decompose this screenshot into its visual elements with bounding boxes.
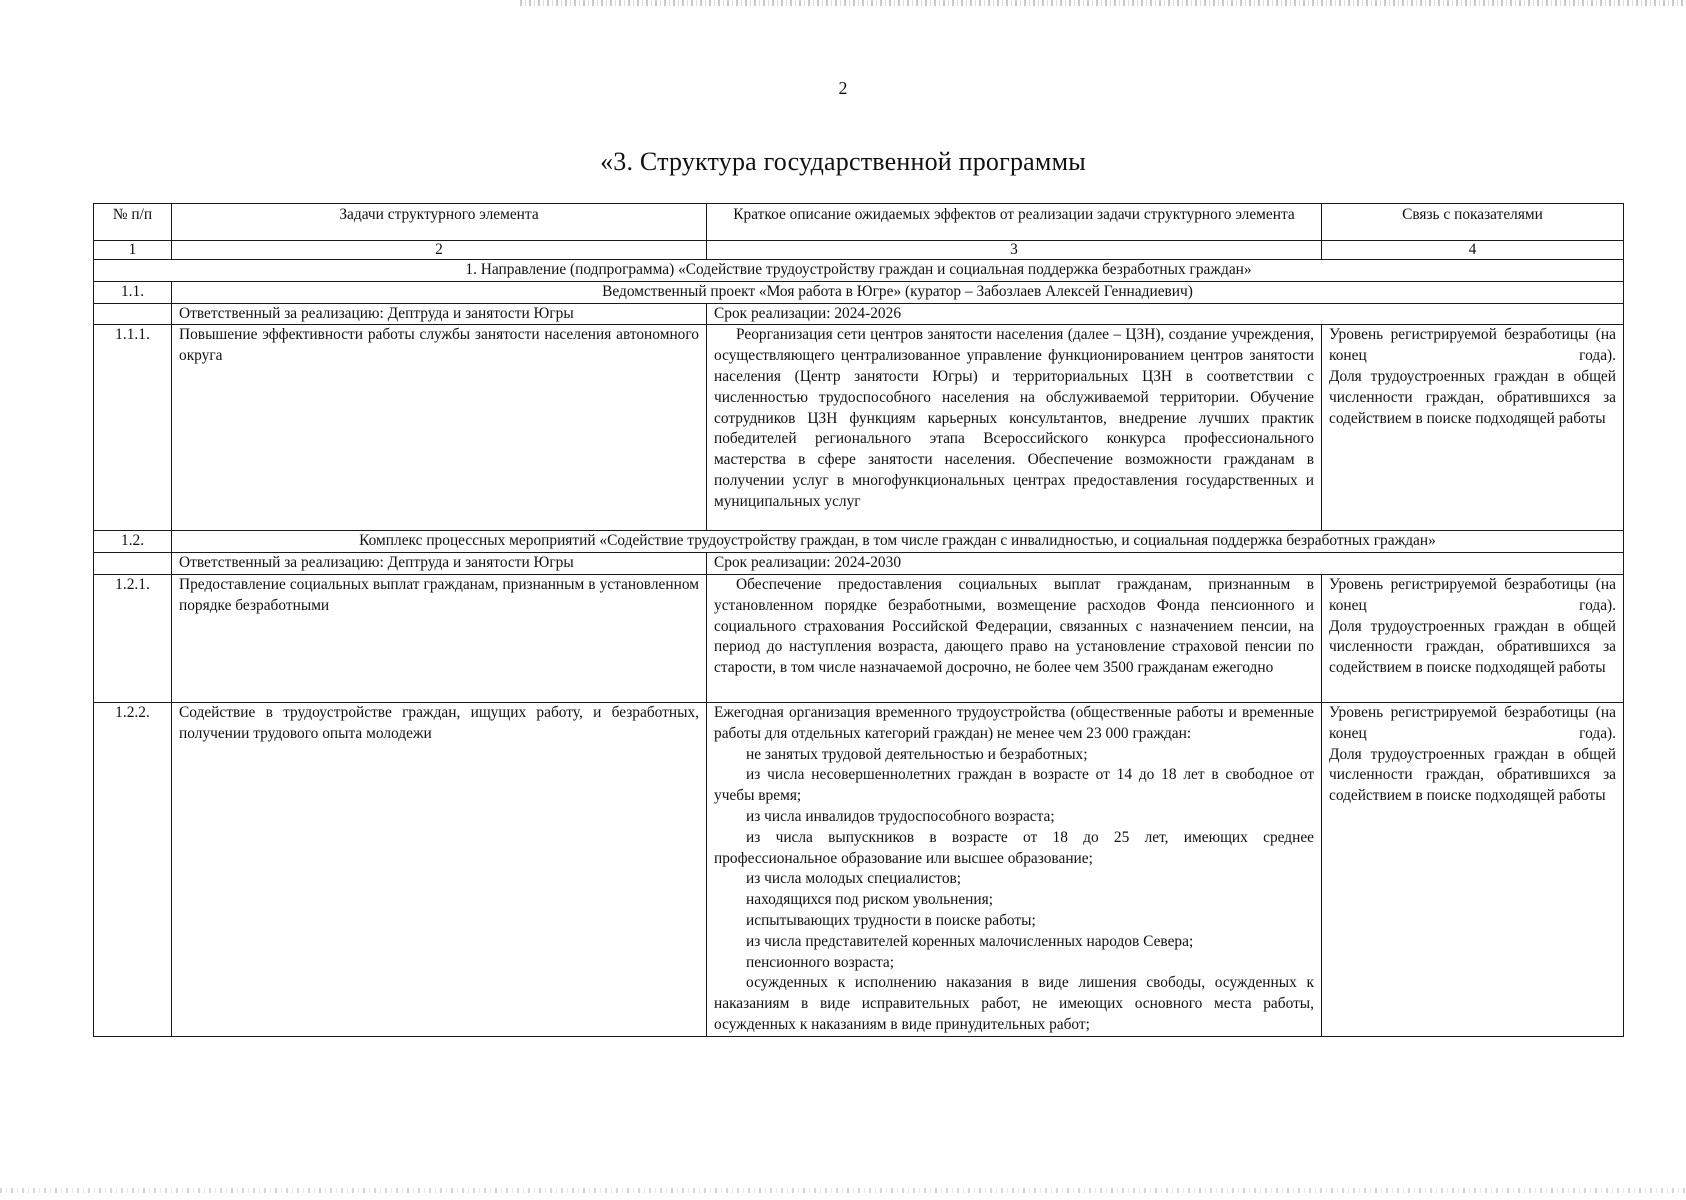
- indicator-item: Уровень регистрируемой безработицы (на конец года).: [1329, 575, 1616, 614]
- project-number: 1.1.: [94, 281, 172, 303]
- description-item: находящихся под риском увольнения;: [746, 891, 993, 909]
- description-item: из числа молодых специалистов;: [746, 870, 962, 888]
- empty-cell: [94, 303, 172, 325]
- page-number: 2: [838, 78, 848, 98]
- complex-responsible: Ответственный за реализацию: Дептруда и занятости Югры: [172, 553, 707, 575]
- task-row-1-2-2: [94, 702, 1624, 1036]
- empty-cell: [94, 553, 172, 575]
- task-row-1-2-1: [94, 574, 1624, 702]
- header-indicators: Связь с показателями: [1322, 204, 1624, 241]
- program-structure-table: [93, 203, 1624, 1037]
- scan-edge-top: [520, 0, 1686, 6]
- complex-term: Срок реализации: 2024-2030: [707, 553, 1624, 575]
- task-text: Содействие в трудоустройстве граждан, ищущих работу, и безработных, получении трудового опыта молодежи: [172, 702, 707, 1036]
- task-description: Обеспечение предоставления социальных выплат гражданам, признанным в установленном порядке безработными, возмещение расходов Фонда пенсионного и социального страхования Российской Федерации, связанных с назначением пенсии, на период до наступления возраста, дающего право на установление страховой пенсии по старости, в том числе назначаемой досрочно, не более чем 3500 гражданам ежегодно: [707, 574, 1322, 702]
- description-item: из числа выпускников в возрасте от 18 до 25 лет, имеющих среднее профессиональное образование или высшее образование;: [714, 828, 1314, 867]
- description-item: осужденных к исполнению наказания в виде лишения свободы, осужденных к наказаниям в виде исправительных работ, не имеющих основного места работы, осужденных к наказаниям в виде принудительных работ;: [714, 974, 1314, 1033]
- description-item: не занятых трудовой деятельностью и безработных;: [746, 745, 1088, 763]
- task-indicators: [1322, 702, 1624, 1036]
- project-responsible-row: [94, 303, 1624, 325]
- task-description: Реорганизация сети центров занятости населения (далее – ЦЗН), создание учреждения, осуществляющего централизованное управление функционированием центров занятости населения (Центр занятости Югры) и территориальных ЦЗН в соответствии с численностью трудоспособного населения на обслуживаемой территории. Обучение сотрудников ЦЗН функциям карьерных консультантов, внедрение лучших практик победителей регионального этапа Всероссийского конкурса профессионального мастерства в сфере занятости населения. Обеспечение возможности гражданам в получении услуг в многофункциональных центрах предоставления государственных и муниципальных услуг: [707, 325, 1322, 531]
- header-row: [94, 204, 1624, 241]
- scan-edge-bottom: [0, 1188, 1686, 1193]
- task-row-1-1-1: [94, 325, 1624, 531]
- project-title: Ведомственный проект «Моя работа в Югре» (куратор – Забозлаев Алексей Геннадиевич): [172, 281, 1624, 303]
- task-text: Предоставление социальных выплат гражданам, признанным в установленном порядке безработными: [172, 574, 707, 702]
- description-item: из числа несовершеннолетних граждан в возрасте от 14 до 18 лет в свободное от учебы время;: [714, 766, 1314, 805]
- description-item: из числа представителей коренных малочисленных народов Севера;: [746, 932, 1194, 950]
- header-task: Задачи структурного элемента: [172, 204, 707, 241]
- project-row: [94, 281, 1624, 303]
- column-number: 1: [94, 241, 172, 260]
- complex-responsible-row: [94, 553, 1624, 575]
- indicator-item: Уровень регистрируемой безработицы (на конец года).: [1329, 326, 1616, 365]
- project-responsible: Ответственный за реализацию: Дептруда и занятости Югры: [172, 303, 707, 325]
- complex-title: Комплекс процессных мероприятий «Содействие трудоустройству граждан, в том числе граждан с инвалидностью, и социальная поддержка безработных граждан»: [172, 531, 1624, 553]
- project-term: Срок реализации: 2024-2026: [707, 303, 1624, 325]
- complex-number: 1.2.: [94, 531, 172, 553]
- header-description: Краткое описание ожидаемых эффектов от реализации задачи структурного элемента: [707, 204, 1322, 241]
- description-lead: Ежегодная организация временного трудоустройства (общественные работы и временные работы для отдельных категорий граждан) не менее чем 23 000 граждан:: [714, 703, 1314, 742]
- task-number: 1.2.2.: [94, 702, 172, 1036]
- description-item: из числа инвалидов трудоспособного возраста;: [746, 807, 1055, 825]
- task-description: [707, 702, 1322, 1036]
- direction-row: [94, 260, 1624, 282]
- description-item: пенсионного возраста;: [746, 953, 895, 971]
- task-number: 1.1.1.: [94, 325, 172, 531]
- task-text: Повышение эффективности работы службы занятости населения автономного округа: [172, 325, 707, 531]
- column-number: 2: [172, 241, 707, 260]
- task-number: 1.2.1.: [94, 574, 172, 702]
- column-number-row: [94, 241, 1624, 260]
- task-indicators: [1322, 574, 1624, 702]
- indicator-item: Доля трудоустроенных граждан в общей численности граждан, обратившихся за содействием в поиске подходящей работы: [1329, 745, 1616, 805]
- task-indicators: [1322, 325, 1624, 531]
- indicator-item: Уровень регистрируемой безработицы (на конец года).: [1329, 703, 1616, 742]
- description-item: испытывающих трудности в поиске работы;: [746, 911, 1036, 929]
- complex-row: [94, 531, 1624, 553]
- column-number: 3: [707, 241, 1322, 260]
- section-title: «3. Структура государственной программы: [600, 147, 1086, 176]
- indicator-item: Доля трудоустроенных граждан в общей численности граждан, обратившихся за содействием в поиске подходящей работы: [1329, 617, 1616, 677]
- header-number: № п/п: [94, 204, 172, 241]
- indicator-item: Доля трудоустроенных граждан в общей численности граждан, обратившихся за содействием в поиске подходящей работы: [1329, 367, 1616, 427]
- column-number: 4: [1322, 241, 1624, 260]
- direction-title: 1. Направление (подпрограмма) «Содействие трудоустройству граждан и социальная поддержка безработных граждан»: [94, 260, 1624, 282]
